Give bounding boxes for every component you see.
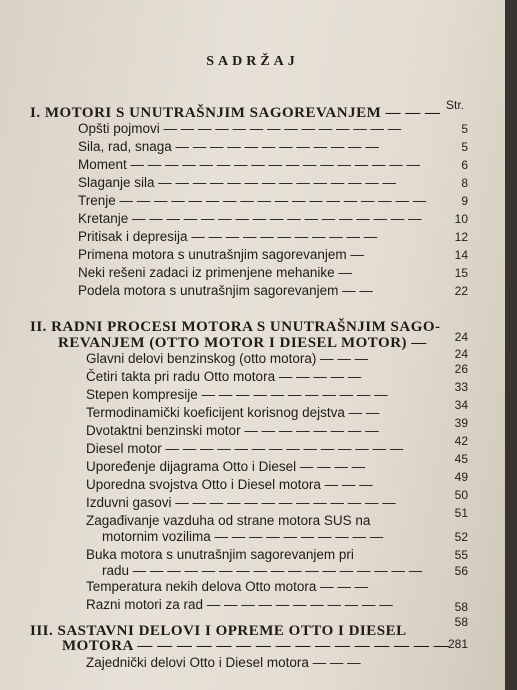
toc-page-number: 42 [454, 434, 468, 448]
toc-page-number: 55 [454, 548, 468, 562]
toc-entry: Stepen kompresije — — — — — — — — — — — [86, 387, 388, 402]
toc-page-number: 39 [454, 416, 468, 430]
toc-entry: Dvotaktni benzinski motor — — — — — — — — [86, 423, 379, 438]
toc-entry-continuation: radu — — — — — — — — — — — — — — — — — [102, 563, 423, 578]
toc-page-number: 14 [454, 248, 468, 262]
toc-entry: Temperatura nekih delova Otto motora — — — [86, 579, 369, 594]
toc-page-number: 5 [461, 140, 468, 154]
toc-page-number: 51 [454, 506, 468, 520]
toc-page-number: 33 [454, 380, 468, 394]
toc-entry: Zagađivanje vazduha od strane motora SUS na [86, 513, 371, 528]
chapter-heading-1: I. MOTORI S UNUTRAŠNJIM SAGOREVANJEM — — — [30, 105, 441, 121]
toc-page-number: 34 [454, 398, 468, 412]
toc-page-number: 10 [454, 212, 468, 226]
toc-entry: Moment — — — — — — — — — — — — — — — — — [78, 157, 421, 172]
toc-entry: Glavni delovi benzinskog (otto motora) — — — [86, 351, 369, 366]
background-edge [505, 0, 517, 690]
toc-page-number: 58 [454, 600, 468, 614]
toc-entry: Upoređenje dijagrama Otto i Diesel — — — — [86, 459, 366, 474]
toc-entry: Izduvni gasovi — — — — — — — — — — — — — [86, 495, 396, 510]
toc-page-number: 58 [454, 615, 468, 629]
toc-page-number: 12 [454, 230, 468, 244]
chapter-heading-2-cont: REVANJEM (OTTO MOTOR I DIESEL MOTOR) — [58, 335, 427, 351]
page-title: SADRŽAJ [206, 54, 299, 69]
toc-entry: Razni motori za rad — — — — — — — — — — — [86, 597, 393, 612]
toc-page-number: 281 [447, 637, 468, 651]
toc-entry: Kretanje — — — — — — — — — — — — — — — — — [78, 211, 422, 226]
toc-page-number: 49 [454, 470, 468, 484]
toc-page-number: 56 [454, 564, 468, 578]
toc-page-number: 15 [454, 266, 468, 280]
chapter-heading-3: III. SASTAVNI DELOVI I OPREME OTTO I DIESEL [30, 623, 407, 639]
page-column-label: Str. [446, 98, 465, 112]
toc-page-number: 26 [454, 362, 468, 376]
toc-entry: Trenje — — — — — — — — — — — — — — — — — — [78, 193, 427, 208]
toc-entry: Uporedna svojstva Otto i Diesel motora — — — [86, 477, 373, 492]
toc-page-number: 24 [454, 347, 468, 361]
toc-page-number: 6 [461, 158, 468, 172]
toc-entry: Buka motora s unutrašnjim sagorevanjem pri [86, 547, 354, 562]
toc-entry: Opšti pojmovi — — — — — — — — — — — — — — [78, 121, 402, 136]
toc-entry: Termodinamički koeficijent korisnog dejstva — — [86, 405, 380, 420]
toc-entry: Podela motora s unutrašnjim sagorevanjem — — [78, 283, 373, 298]
toc-entry: Primena motora s unutrašnjim sagorevanjem — [78, 247, 364, 262]
toc-page-number: 5 [461, 122, 468, 136]
toc-entry: Neki rešeni zadaci iz primenjene mehanike — [78, 265, 352, 280]
toc-page-number: 45 [454, 452, 468, 466]
toc-entry: Diesel motor — — — — — — — — — — — — — — [86, 441, 404, 456]
toc-entry: Četiri takta pri radu Otto motora — — — — — [86, 369, 362, 384]
chapter-heading-2: II. RADNI PROCESI MOTORA S UNUTRAŠNJIM SAGO- [30, 319, 441, 335]
toc-entry-continuation: motornim vozilima — — — — — — — — — — [102, 529, 384, 544]
toc-page-number: 52 [454, 530, 468, 544]
toc-entry: Slaganje sila — — — — — — — — — — — — — — [78, 175, 397, 190]
toc-page-number: 24 [454, 330, 468, 344]
chapter-heading-3-cont: MOTORA — — — — — — — — — — — — — — — — [62, 638, 450, 654]
toc-entry: Zajednički delovi Otto i Diesel motora — — — [86, 655, 361, 670]
toc-entry: Sila, rad, snaga — — — — — — — — — — — — [78, 139, 379, 154]
toc-page-number: 9 [461, 194, 468, 208]
toc-page-number: 50 [454, 488, 468, 502]
toc-page-number: 22 [454, 284, 468, 298]
toc-entry: Pritisak i depresija — — — — — — — — — — — [78, 229, 378, 244]
toc-page-number: 8 [461, 176, 468, 190]
